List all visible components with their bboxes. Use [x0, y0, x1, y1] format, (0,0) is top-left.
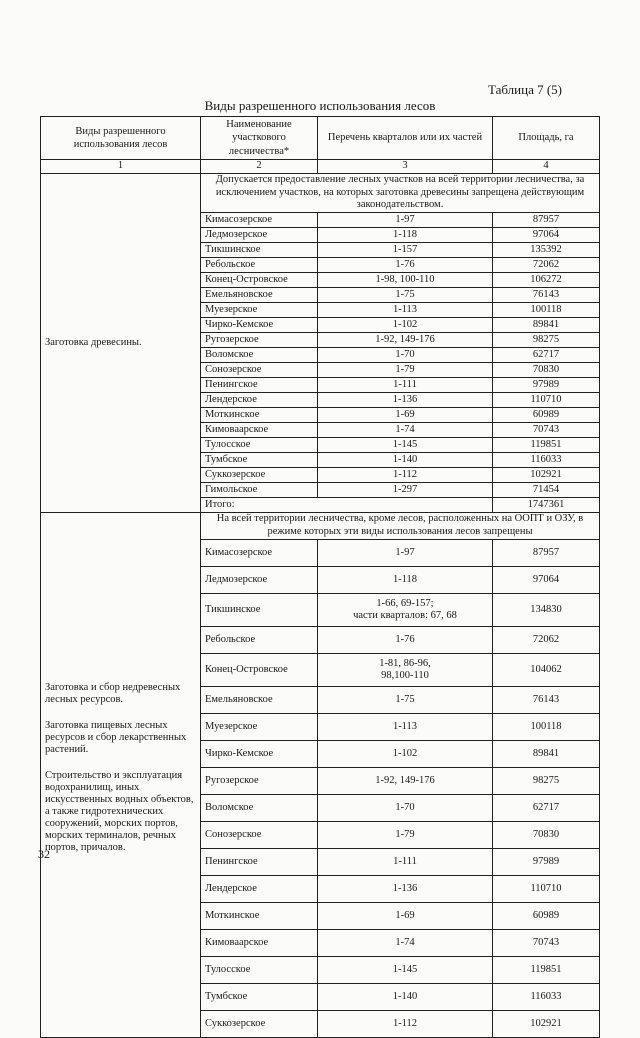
quarters-line: 1-111: [393, 855, 417, 867]
column-number: 4: [493, 160, 600, 174]
area: 70743: [493, 930, 600, 957]
use-type-text: Строительство и эксплуатация водохранилищ, иных искусственных водных объектов, а также гидротехнических сооружений, морских портов, морских терминалов, речных портов, причалов.: [45, 769, 194, 854]
table-title: Виды разрешенного использования лесов: [204, 98, 436, 113]
forestry-name: Моткинское: [201, 408, 318, 423]
use-type-text: Заготовка древесины.: [45, 336, 142, 348]
quarters: [318, 627, 493, 654]
quarters: [318, 594, 493, 627]
area: 97064: [493, 567, 600, 594]
quarters: [318, 957, 493, 984]
quarters-line: 1-70: [395, 801, 415, 813]
section2-use-types: [41, 513, 201, 1038]
section2-notice-row: [41, 513, 600, 540]
area: 119851: [493, 438, 600, 453]
area: 110710: [493, 393, 600, 408]
quarters-line: 1-76: [395, 633, 415, 645]
forestry-name: Моткинское: [201, 903, 318, 930]
quarters: [318, 741, 493, 768]
page-number: 32: [38, 847, 50, 861]
quarters-line: 1-74: [395, 936, 415, 948]
forestry-name: Емельяновское: [201, 288, 318, 303]
area: 60989: [493, 408, 600, 423]
quarters: 1-145: [318, 438, 493, 453]
quarters-line: 1-97: [395, 546, 415, 558]
forestry-name: Ледмозерское: [201, 567, 318, 594]
area: 62717: [493, 795, 600, 822]
forestry-name: Емельяновское: [201, 687, 318, 714]
forestry-name: Пенингское: [201, 849, 318, 876]
area: 100118: [493, 303, 600, 318]
area: 60989: [493, 903, 600, 930]
forestry-name: Ругозерское: [201, 768, 318, 795]
column-number: 1: [41, 160, 201, 174]
area: 89841: [493, 741, 600, 768]
area: 76143: [493, 687, 600, 714]
forestry-name: Кимоваарское: [201, 930, 318, 957]
forestry-name: Тулосское: [201, 438, 318, 453]
quarters: 1-113: [318, 303, 493, 318]
area: 104062: [493, 654, 600, 687]
forestry-name: Тикшинское: [201, 594, 318, 627]
forestry-name: Воломское: [201, 348, 318, 363]
quarters-line: 1-69: [395, 909, 415, 921]
header-row: [41, 117, 600, 160]
header-forestry-name: Наименование участкового лесничества*: [201, 117, 318, 160]
forestry-name: Ребольское: [201, 627, 318, 654]
section1-use-type: [41, 174, 201, 513]
forest-use-table: [40, 116, 600, 1038]
quarters: 1-74: [318, 423, 493, 438]
quarters: 1-136: [318, 393, 493, 408]
forestry-name: Ледмозерское: [201, 228, 318, 243]
area: 135392: [493, 243, 600, 258]
forestry-name: Чирко-Кемское: [201, 318, 318, 333]
quarters-line: 1-79: [395, 828, 415, 840]
area: 134830: [493, 594, 600, 627]
quarters: 1-75: [318, 288, 493, 303]
forestry-name: Лендерское: [201, 876, 318, 903]
quarters: 1-76: [318, 258, 493, 273]
quarters: [318, 822, 493, 849]
quarters: [318, 984, 493, 1011]
area: 119851: [493, 957, 600, 984]
quarters: [318, 714, 493, 741]
forestry-name: Чирко-Кемское: [201, 741, 318, 768]
area: 106272: [493, 273, 600, 288]
area: 72062: [493, 258, 600, 273]
forestry-name: Ругозерское: [201, 333, 318, 348]
area: 116033: [493, 984, 600, 1011]
forestry-name: Сонозерское: [201, 822, 318, 849]
forestry-name: Муезерское: [201, 303, 318, 318]
section1-notice: Допускается предоставление лесных участков на всей территории лесничества, за исключением участков, на которых заготовка древесины запрещена действующим законодательством.: [201, 174, 600, 213]
quarters: [318, 795, 493, 822]
forestry-name: Кимасозерское: [201, 213, 318, 228]
quarters: 1-118: [318, 228, 493, 243]
area: 102921: [493, 1011, 600, 1038]
quarters-line: части кварталов: 67, 68: [353, 610, 457, 621]
quarters: 1-69: [318, 408, 493, 423]
area: 70830: [493, 822, 600, 849]
quarters: 1-98, 100-110: [318, 273, 493, 288]
forestry-name: Сонозерское: [201, 363, 318, 378]
area: 97989: [493, 849, 600, 876]
section2-notice: На всей территории лесничества, кроме лесов, расположенных на ООПТ и ОЗУ, в режиме которых эти виды использования лесов запрещены: [201, 513, 600, 540]
quarters: [318, 654, 493, 687]
quarters-line: 1-92, 149-176: [375, 774, 435, 786]
area: 97064: [493, 228, 600, 243]
area: 89841: [493, 318, 600, 333]
quarters: [318, 1011, 493, 1038]
column-number-row: [41, 160, 600, 174]
forestry-name: Суккозерское: [201, 468, 318, 483]
quarters-line: 98,100-110: [381, 670, 429, 681]
quarters-line: 1-136: [392, 882, 418, 894]
total-label: Итого:: [201, 498, 493, 513]
forestry-name: Тулосское: [201, 957, 318, 984]
area: 97989: [493, 378, 600, 393]
forestry-name: Суккозерское: [201, 1011, 318, 1038]
area: 70830: [493, 363, 600, 378]
forestry-name: Гимольское: [201, 483, 318, 498]
quarters-line: 1-75: [395, 693, 415, 705]
forestry-name: Муезерское: [201, 714, 318, 741]
area: 100118: [493, 714, 600, 741]
quarters: [318, 768, 493, 795]
quarters-line: 1-112: [392, 1017, 418, 1029]
quarters: [318, 930, 493, 957]
use-type-text: Заготовка и сбор недревесных лесных ресурсов.: [45, 681, 181, 705]
area: 102921: [493, 468, 600, 483]
forestry-name: Конец-Островское: [201, 654, 318, 687]
area: 87957: [493, 540, 600, 567]
forestry-name: Тикшинское: [201, 243, 318, 258]
quarters-line: 1-102: [392, 747, 418, 759]
quarters-line: 1-118: [392, 573, 418, 585]
forestry-name: Воломское: [201, 795, 318, 822]
quarters-line: 1-113: [392, 720, 418, 732]
forestry-name: Пенингское: [201, 378, 318, 393]
area: 98275: [493, 768, 600, 795]
quarters-line: 1-140: [392, 990, 418, 1002]
quarters-line: 1-66, 69-157;: [376, 597, 434, 609]
quarters: [318, 903, 493, 930]
column-number: 2: [201, 160, 318, 174]
header-use-types: Виды разрешенного использования лесов: [41, 117, 201, 160]
area: 70743: [493, 423, 600, 438]
forestry-name: Лендерское: [201, 393, 318, 408]
forestry-name: Тумбское: [201, 453, 318, 468]
quarters: 1-140: [318, 453, 493, 468]
quarters-line: 1-81, 86-96,: [379, 657, 431, 669]
area: 116033: [493, 453, 600, 468]
quarters: 1-297: [318, 483, 493, 498]
area: 87957: [493, 213, 600, 228]
forestry-name: Кимоваарское: [201, 423, 318, 438]
quarters: [318, 540, 493, 567]
quarters: 1-92, 149-176: [318, 333, 493, 348]
forestry-name: Конец-Островское: [201, 273, 318, 288]
column-number: 3: [318, 160, 493, 174]
header-quarters: Перечень кварталов или их частей: [318, 117, 493, 160]
area: 98275: [493, 333, 600, 348]
area: 76143: [493, 288, 600, 303]
section1-notice-row: [41, 174, 600, 213]
area: 110710: [493, 876, 600, 903]
quarters: 1-97: [318, 213, 493, 228]
quarters: [318, 849, 493, 876]
quarters: 1-111: [318, 378, 493, 393]
forestry-name: Ребольское: [201, 258, 318, 273]
quarters: 1-157: [318, 243, 493, 258]
area: 62717: [493, 348, 600, 363]
area: 71454: [493, 483, 600, 498]
forestry-name: Тумбское: [201, 984, 318, 1011]
total-area: 1747361: [493, 498, 600, 513]
area: 72062: [493, 627, 600, 654]
quarters: 1-79: [318, 363, 493, 378]
use-type-text: Заготовка пищевых лесных ресурсов и сбор лекарственных растений.: [45, 719, 187, 755]
quarters: [318, 567, 493, 594]
quarters: [318, 876, 493, 903]
quarters: 1-102: [318, 318, 493, 333]
quarters: [318, 687, 493, 714]
forestry-name: Кимасозерское: [201, 540, 318, 567]
table-caption: Таблица 7 (5): [487, 82, 562, 97]
quarters: 1-112: [318, 468, 493, 483]
header-area: Площадь, га: [493, 117, 600, 160]
quarters-line: 1-145: [392, 963, 418, 975]
quarters: 1-70: [318, 348, 493, 363]
